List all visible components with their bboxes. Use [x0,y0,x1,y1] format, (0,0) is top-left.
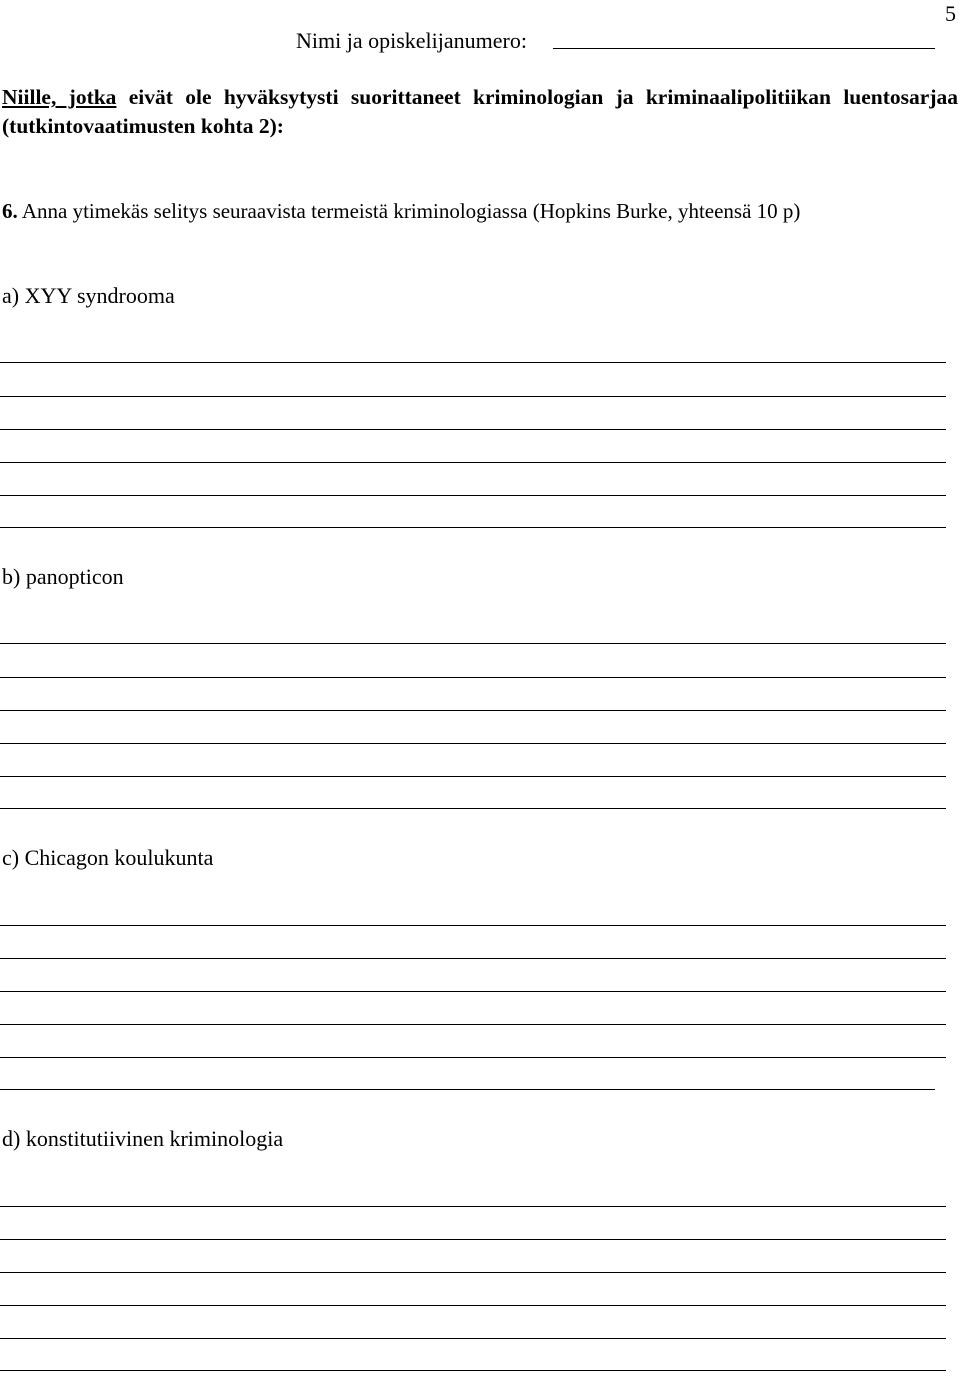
section-c-answer-line[interactable] [0,1024,946,1025]
section-b-answer-line[interactable] [0,643,946,644]
intro-underlined-text: Niille, jotka [2,85,117,109]
section-d-answer-line[interactable] [0,1305,946,1306]
section-b-answer-line[interactable] [0,776,946,777]
question-6 [2,197,800,225]
question-number: 6. [2,199,18,223]
section-b-answer-line[interactable] [0,808,946,809]
section-b-label: b) panopticon [2,564,124,589]
section-b-answer-line[interactable] [0,677,946,678]
intro-instructions [2,83,958,141]
section-b-answer-line[interactable] [0,743,946,744]
section-a-answer-line[interactable] [0,362,946,363]
section-d-label: d) konstitutiivinen kriminologia [2,1126,284,1151]
section-d-answer-line[interactable] [0,1338,946,1339]
section-a-answer-line[interactable] [0,429,946,430]
section-c-label: c) Chicagon koulukunta [2,845,214,870]
section-c-answer-line[interactable] [0,991,946,992]
section-d-answer-line[interactable] [0,1206,946,1207]
section-c-answer-line[interactable] [0,1057,946,1058]
intro-text: eivät ole hyväksytysti suorittaneet kriminologian ja kriminaalipolitiikan luentosarjaa (tutkintovaatimusten kohta 2): [2,85,958,138]
section-a-answer-line[interactable] [0,527,946,528]
section-c-answer-line[interactable] [0,925,946,926]
section-d-answer-line[interactable] [0,1272,946,1273]
section-a-answer-line[interactable] [0,495,946,496]
section-d-answer-line[interactable] [0,1239,946,1240]
section-d-answer-line[interactable] [0,1370,946,1371]
name-student-number-field[interactable] [553,48,935,49]
question-text: Anna ytimekäs selitys seuraavista termeistä kriminologiassa (Hopkins Burke, yhteensä 10 p) [21,199,801,223]
section-a-answer-line[interactable] [0,396,946,397]
page-number: 5 [945,1,956,26]
section-a-label: a) XYY syndrooma [2,283,175,308]
section-a-answer-line[interactable] [0,462,946,463]
section-b-answer-line[interactable] [0,710,946,711]
section-c-answer-line[interactable] [0,958,946,959]
section-c-answer-line[interactable] [0,1089,935,1090]
name-student-number-label: Nimi ja opiskelijanumero: [296,28,527,53]
